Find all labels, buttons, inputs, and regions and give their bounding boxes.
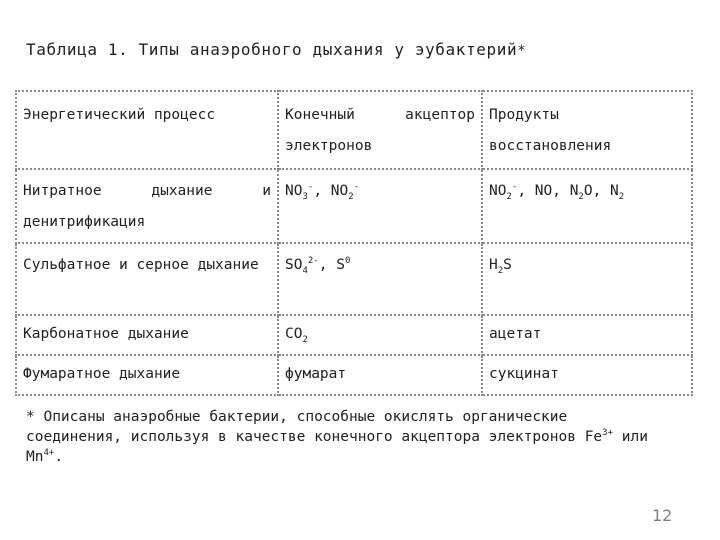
cell-process: Сульфатное и серное дыхание bbox=[16, 243, 278, 315]
table-row bbox=[16, 243, 692, 315]
cell-products: $NO_2^-$, NO, $N_2O$, $N_2$ bbox=[482, 169, 692, 243]
table-row bbox=[16, 355, 692, 395]
header-products: Продукты восстановления bbox=[482, 91, 692, 169]
cell-acceptor: $SO_4^{2-}$, $S^0$ bbox=[278, 243, 482, 315]
title-asterisk: * bbox=[517, 43, 527, 59]
cell-acceptor: $NO_3^-$, $NO_2^-$ bbox=[278, 169, 482, 243]
cell-process: Карбонатное дыхание bbox=[16, 315, 278, 355]
header-process: Энергетический процесс bbox=[16, 91, 278, 169]
cell-acceptor: $CO_2$ bbox=[278, 315, 482, 355]
table-row bbox=[16, 169, 692, 243]
cell-products: сукцинат bbox=[482, 355, 692, 395]
cell-acceptor: фумарат bbox=[278, 355, 482, 395]
footnote: * Описаны анаэробные бактерии, способные окислять органические соединения, используя в качестве конечного акцептора электронов $Fe^{3+}$ или $Mn^{4+}$. bbox=[26, 409, 648, 465]
cell-products: $H_2S$ bbox=[482, 243, 692, 315]
table-title-text: Таблица 1. Типы анаэробного дыхания у эубактерий bbox=[26, 40, 518, 59]
page-number: 12 bbox=[652, 506, 673, 525]
cell-process: Нитратное дыхание и денитрификация bbox=[16, 169, 278, 243]
cell-process: Фумаратное дыхание bbox=[16, 355, 278, 395]
table-row bbox=[16, 315, 692, 355]
anaerobic-respiration-table bbox=[15, 90, 693, 396]
header-acceptor: Конечный акцептор электронов bbox=[278, 91, 482, 169]
cell-products: ацетат bbox=[482, 315, 692, 355]
table-header-row bbox=[16, 91, 692, 169]
table-title bbox=[26, 40, 526, 59]
